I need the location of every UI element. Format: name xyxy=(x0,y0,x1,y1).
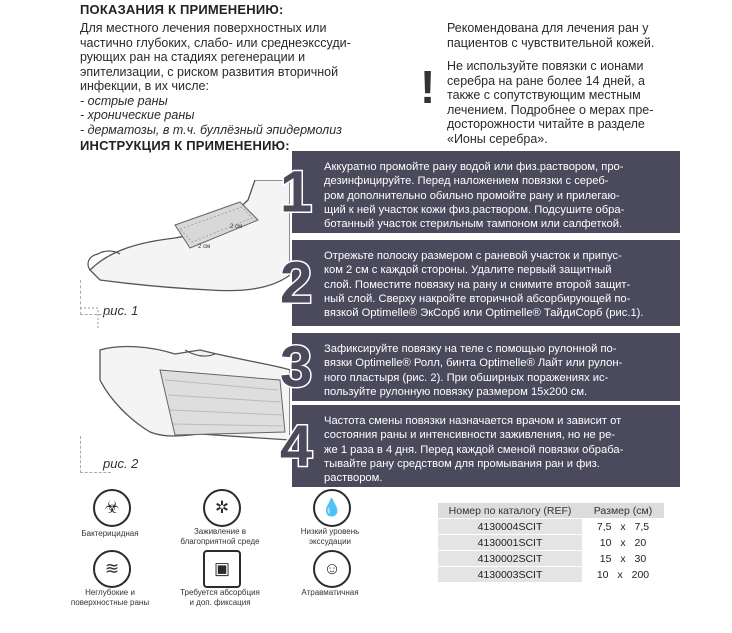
indications-line: частично глубоких, слабо- или среднеэкссуди- xyxy=(80,35,351,50)
recommendation-line: Рекомендована для лечения ран у xyxy=(447,21,649,35)
catalog-size: 10 x 200 xyxy=(582,567,664,583)
catalog-ref: 4130001SCIT xyxy=(438,535,582,551)
indications-line: рующих ран на стадиях регенерации и xyxy=(80,50,306,64)
feature-label-line: Бактерицидная xyxy=(81,529,139,538)
warning-line: также с сопутствующим местным xyxy=(447,88,641,102)
step-line: ботанный участок стерильным тампоном или салфеткой. xyxy=(324,218,623,231)
hand-illustration xyxy=(80,340,290,470)
step-number: 2 xyxy=(280,250,313,316)
figure-2 xyxy=(80,340,290,470)
catalog-size: 7,5 x 7,5 xyxy=(582,519,664,535)
step-line: щий к ней участок кожи физ.раствором. Подсушите обра- xyxy=(324,203,625,216)
warning-line: серебра на ране более 14 дней, а xyxy=(447,73,645,88)
step-text xyxy=(324,160,624,231)
step-line: Отрежьте полоску размером с раневой участок и припус- xyxy=(324,250,622,262)
smile-icon: ☺ xyxy=(313,550,351,588)
recommendation-text xyxy=(447,21,654,50)
figure-2-label: рис. 2 xyxy=(103,456,139,471)
step-number: 1 xyxy=(280,159,313,225)
warning-text xyxy=(447,59,653,146)
catalog-size: 10 x 20 xyxy=(582,535,664,551)
feature-label-line: экссудации xyxy=(308,536,352,546)
step-number: 4 xyxy=(280,413,313,479)
feature-label-exudate xyxy=(275,527,385,546)
step-number: 3 xyxy=(280,334,313,400)
feature-label-atraumatic xyxy=(275,588,385,598)
step-line: состояния раны и интенсивности заживления, но не ре- xyxy=(324,429,616,442)
step-line: Частота смены повязки назначается врачом и зависит от xyxy=(324,415,622,427)
indications-line: Для местного лечения поверхностных или xyxy=(80,21,327,35)
step-text xyxy=(324,249,644,320)
instruction-step-2 xyxy=(280,240,680,326)
step-line: ком 2 см с каждой стороны. Удалите первый защитный xyxy=(324,264,612,277)
healing-icon: ✲ xyxy=(203,489,241,527)
catalog-header-row xyxy=(438,503,664,519)
feature-label-line: Низкий уровень xyxy=(300,527,360,536)
warning-icon: ! xyxy=(420,61,436,113)
wound-icon: ≋ xyxy=(93,550,131,588)
step-line: раствором. xyxy=(324,472,383,485)
catalog-header-size: Размер (см) xyxy=(582,503,664,519)
instruction-step-3 xyxy=(280,333,680,401)
feature-label-line: и доп. фиксация xyxy=(189,597,251,607)
step-text xyxy=(324,342,622,399)
instruction-step-4 xyxy=(280,405,680,487)
catalog-ref: 4130003SCIT xyxy=(438,567,582,583)
feature-label-line: Неглубокие и xyxy=(85,588,135,597)
indications-line: инфекции, в их числе: xyxy=(80,79,209,93)
feature-label-bactericidal xyxy=(55,529,165,539)
step-line: Аккуратно промойте рану водой или физ.раствором, про- xyxy=(324,161,624,173)
step-line: слой. Поместите повязку на рану и снимите второй защит- xyxy=(324,278,631,291)
table-row xyxy=(438,519,664,535)
step-line: тывайте рану средством для промывания ран и физ. xyxy=(324,457,600,470)
figure-1-callout xyxy=(80,280,111,315)
feature-label-line: Атравматичная xyxy=(301,588,359,597)
instruction-step-1 xyxy=(280,151,680,233)
feature-label-line: Заживление в xyxy=(193,527,247,536)
table-row xyxy=(438,551,664,567)
feature-label-healing xyxy=(165,527,275,546)
warning-line: лечением. Подробнее о мерах пре- xyxy=(447,102,654,117)
feature-label-line: Требуется абсорбция xyxy=(180,588,260,597)
indication-item: - острые раны xyxy=(80,93,168,108)
catalog-table xyxy=(438,503,664,583)
step-text xyxy=(324,414,623,485)
feature-label-absorption xyxy=(165,588,275,607)
indication-item: - дерматозы, в т.ч. буллёзный эпидермолиз xyxy=(80,122,342,137)
biohazard-icon: ☣ xyxy=(93,489,131,527)
step-line: дезинфицируйте. Перед наложением повязки с сереб- xyxy=(324,175,609,188)
step-line: ный слой. Сверху накройте вторичной абсорбирующей по- xyxy=(324,292,631,305)
feature-label-wounds xyxy=(55,588,165,607)
table-row xyxy=(438,567,664,583)
indication-item: - хронические раны xyxy=(80,108,195,122)
figure-2-callout xyxy=(80,436,111,473)
catalog-ref: 4130002SCIT xyxy=(438,551,582,567)
warning-line: Не используйте повязки с ионами xyxy=(447,59,644,73)
catalog-size: 15 x 30 xyxy=(582,551,664,567)
drops-icon: 💧 xyxy=(313,489,351,527)
catalog-ref: 4130004SCIT xyxy=(438,519,582,535)
indications-text xyxy=(80,21,351,137)
catalog-header-ref: Номер по каталогу (REF) xyxy=(438,503,582,519)
step-line: пользуйте рулонную повязку размером 15x200 см. xyxy=(324,385,588,398)
step-line: вязки Optimelle® Ролл, бинта Optimelle® Лайт или рулон- xyxy=(324,357,623,370)
warning-line: досторожности читайте в разделе xyxy=(447,117,645,131)
step-line: же 1 раза в 4 дня. Перед каждой сменой повязки обраба- xyxy=(324,443,624,456)
step-line: вязкой Optimelle® ЭкСорб или Optimelle® ТайдиСорб (рис.1). xyxy=(324,307,644,320)
feature-label-line: поверхностные раны xyxy=(70,597,150,607)
step-line: ного пластыря (рис. 2). При обширных поражениях ис- xyxy=(324,371,609,384)
table-row xyxy=(438,535,664,551)
figure-1-label: рис. 1 xyxy=(103,303,139,318)
indications-line: эпителизации, с риском развития вторичной xyxy=(80,64,339,79)
feature-label-line: благоприятной среде xyxy=(180,536,260,546)
figure-1-mark: 2 см xyxy=(198,244,211,250)
warning-line: «Ионы серебра». xyxy=(447,131,548,146)
recommendation-line: пациентов с чувствительной кожей. xyxy=(447,35,655,50)
indications-title: ПОКАЗАНИЯ К ПРИМЕНЕНИЮ: xyxy=(80,2,284,17)
instructions-title: ИНСТРУКЦИЯ К ПРИМЕНЕНИЮ: xyxy=(80,138,290,153)
figure-1-mark: 2 см xyxy=(230,224,243,230)
dressing-icon: ▣ xyxy=(203,550,241,588)
step-line: ром дополнительно обильно промойте рану и прилегаю- xyxy=(324,189,620,202)
step-line: Зафиксируйте повязку на теле с помощью рулонной по- xyxy=(324,343,617,355)
